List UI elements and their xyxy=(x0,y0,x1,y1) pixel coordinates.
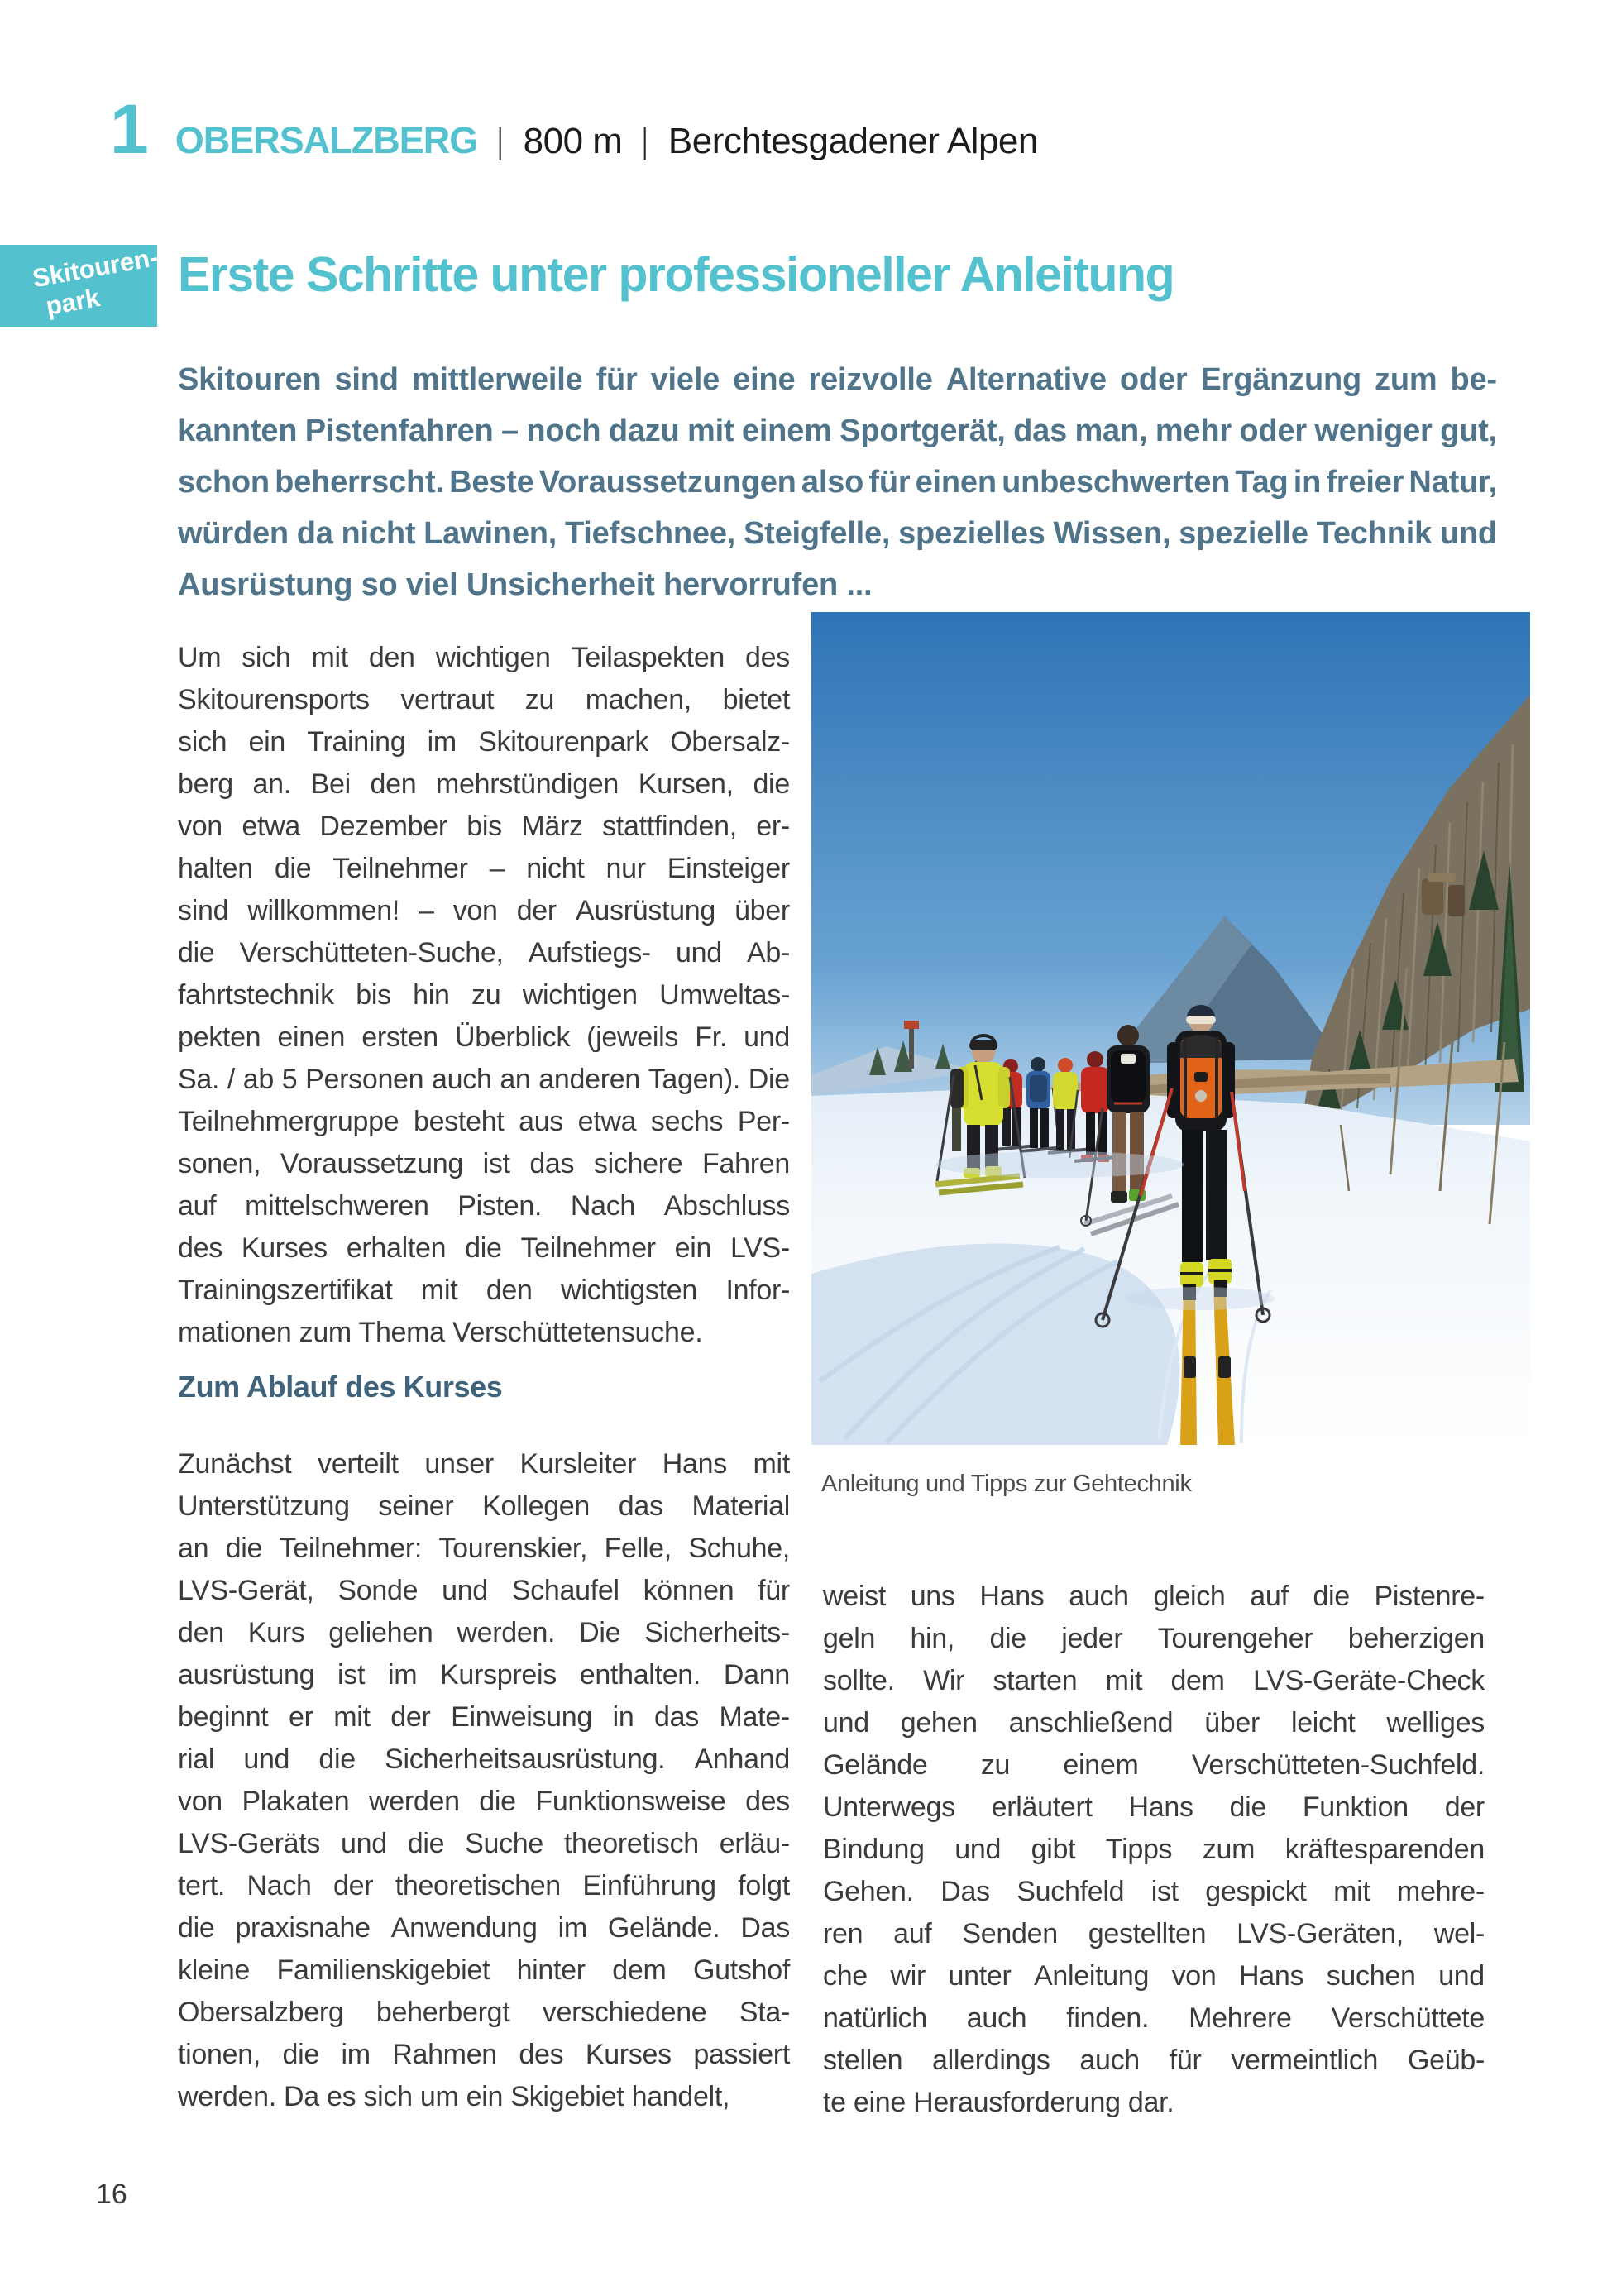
article-title: Erste Schritte unter professioneller Anleitung xyxy=(178,247,1174,302)
badge-line-2: park xyxy=(43,282,103,321)
chapter-header xyxy=(110,89,1038,170)
body-column-left xyxy=(178,637,790,2118)
paragraph: Zunächst verteilt unser Kursleiter Hans mit Unterstützung seiner Kollegen das Material an die Teilnehmer: Tourenskier, Felle, Schuhe, LVS-Gerät, Sonde und Schaufel können für den Kurs geliehen werden. Die Sicherheits- ausrüstung ist im Kurspreis enthalten. Dann beginnt er mit der Einweisung in das Mate- rial und die Sicherheitsausrüstung. Anhand von Plakaten werden die Funktionsweise des LVS-Geräts und die Suche theoretisch erläu- tert. Nach der theoretischen Einführung folgt die praxisnahe Anwendung im Gelände. Das kleine Familienskigebiet hinter dem Gutshof Obersalzberg beherbergt verschiedene Sta- tionen, die im Rahmen des Kurses passiert werden. Da es sich um ein Skigebiet handelt, xyxy=(178,1448,790,2112)
body-column-right: weist uns Hans auch gleich auf die Pistenre- geln hin, die jeder Tourengeher beherzigen sollte. Wir starten mit dem LVS-Geräte-Check und gehen anschließend über leicht welliges Gelände zu einem Verschütteten-Suchfeld. Unterwegs erläutert Hans die Funktion der Bindung und gibt Tipps zum kräftesparenden Gehen. Das Suchfeld ist gespickt mit mehre- ren auf Senden gestellten LVS-Geräten, wel- che wir unter Anleitung von Hans suchen und natürlich auch finden. Mehrere Verschüttete stellen allerdings auch für vermeintlich Geüb- te eine Herausforderung dar. xyxy=(823,1581,1485,2118)
badge-line-1: Skitouren- xyxy=(30,242,160,293)
separator-bar: | xyxy=(497,121,504,161)
separator-bar: | xyxy=(642,121,648,161)
skitourenpark-badge-text xyxy=(0,232,163,339)
skitourenpark-badge xyxy=(0,242,160,327)
chapter-elevation: 800 m xyxy=(523,121,623,161)
ski-tour-photo-illustration xyxy=(811,612,1530,1445)
lead-paragraph: Skitouren sind mittlerweile für viele eine reizvolle Alternative oder Ergänzung zum be- kannten Pistenfahren – noch dazu mit einem Sportgerät, das man, mehr oder weniger gut, schon beherrscht. Beste Voraussetzungen also für einen unbeschwerten Tag in freier Natur, würden da nicht Lawinen, Tiefschnee, Steigfelle, spezielles Wissen, spezielle Technik und Ausrüstung so viel Unsicherheit hervorrufen ... xyxy=(178,362,1497,602)
page-number: 16 xyxy=(96,2179,127,2210)
section-subheading: Zum Ablauf des Kurses xyxy=(178,1370,503,1404)
chapter-number: 1 xyxy=(110,90,147,168)
chapter-region: Berchtesgadener Alpen xyxy=(667,121,1038,161)
ski-tour-photo xyxy=(811,612,1530,1445)
ski-tour-photo-image xyxy=(811,612,1530,1445)
photo-caption: Anleitung und Tipps zur Gehtechnik xyxy=(821,1471,1192,1497)
paragraph: Um sich mit den wichtigen Teilaspekten des Skitourensports vertraut zu machen, bietet sich ein Training im Skitourenpark Obersalz- berg an. Bei den mehrstündigen Kursen, die von etwa Dezember bis März stattfinden, er- halten die Teilnehmer – nicht nur Einsteiger sind willkommen! – von der Ausrüstung über die Verschütteten-Suche, Aufstiegs- und Ab- fahrtstechnik bis hin zu wichtigen Umweltas- pekten einen ersten Überblick (jeweils Fr. und Sa. / ab 5 Personen auch an anderen Tagen). Die Teilnehmergruppe besteht aus etwa sechs Per- sonen, Voraussetzung ist das sichere Fahren auf mittelschweren Pisten. Nach Abschluss des Kurses erhalten die Teilnehmer ein LVS- Trainingszertifikat mit den wichtigsten Infor- mationen zum Thema Verschüttetensuche. xyxy=(178,642,790,1348)
chapter-location: OBERSALZBERG xyxy=(175,119,478,161)
